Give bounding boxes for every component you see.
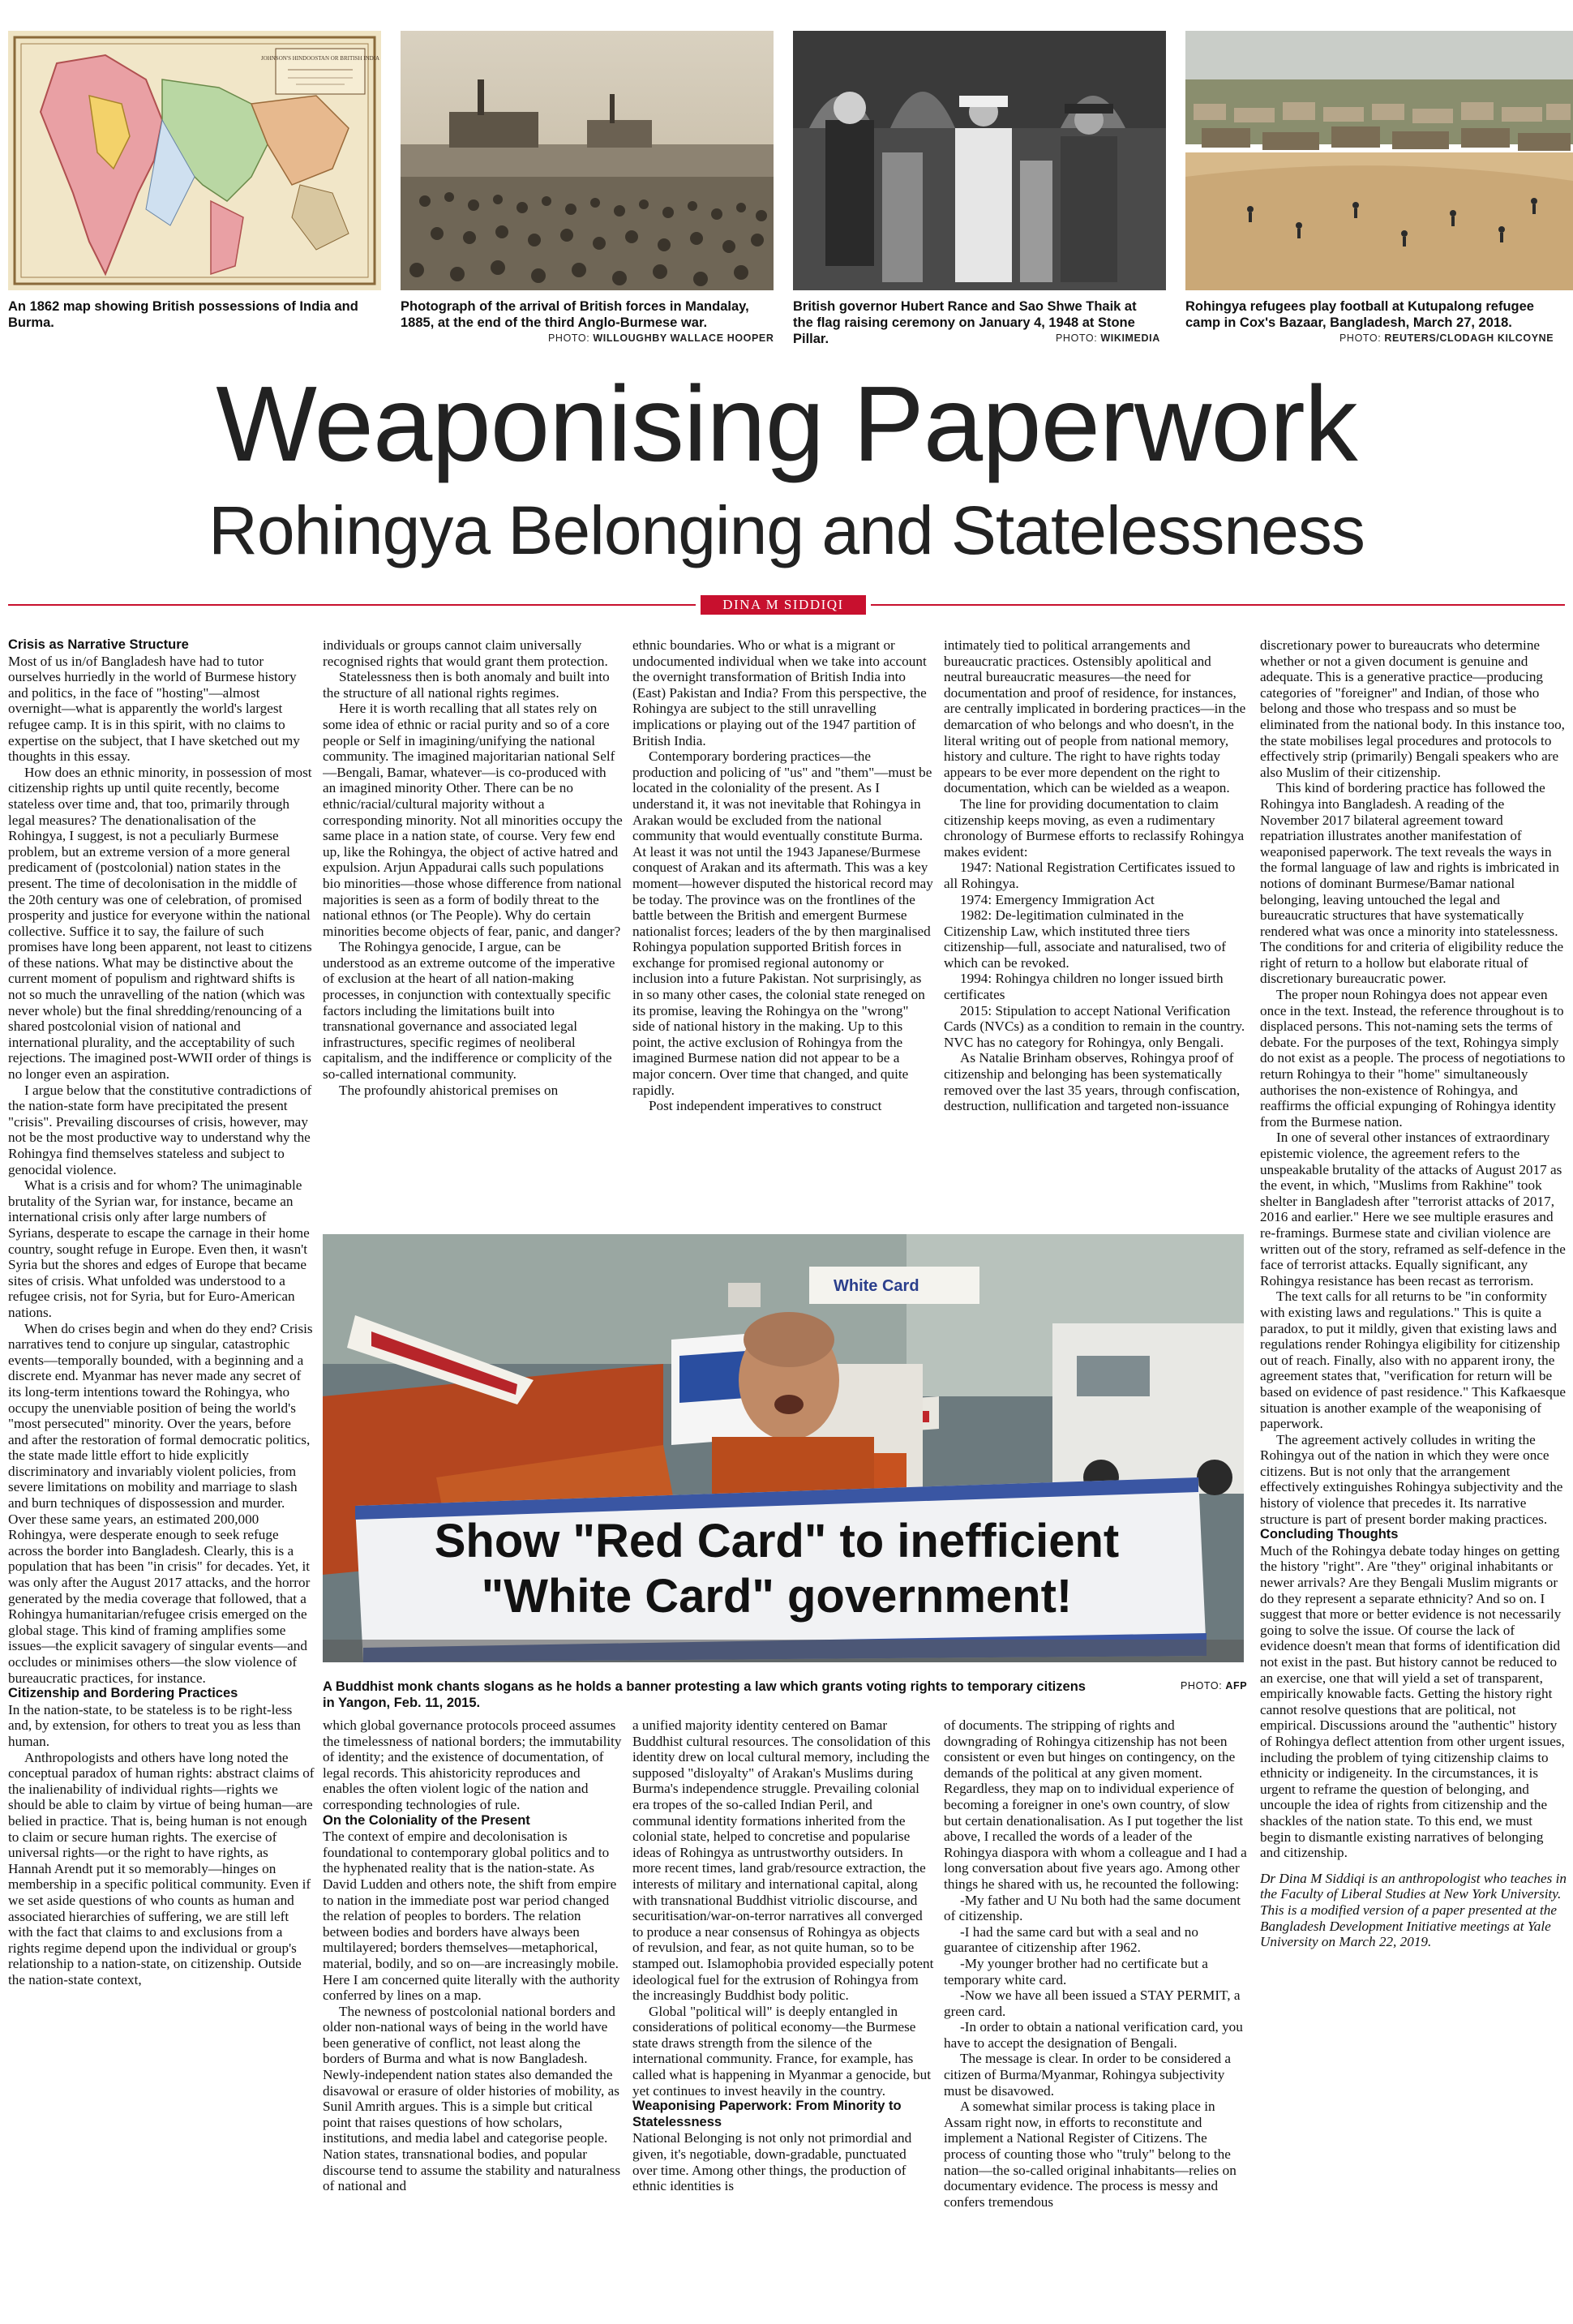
paragraph: The Rohingya genocide, I argue, can be understood as an extreme outcome of the imperative of exclusion at the heart of all nation-making processes, in conjunction with contextually specific factors including the limitations built into transnational governance and associated legal infrastructures, specific regimes of neoliberal capitalism, and the indifference or complicity of the so-called international community. [323, 939, 615, 1083]
banner-line-1: Show "Red Card" to inefficient [434, 1515, 1120, 1567]
paragraph: individuals or groups cannot claim universally recognised rights that would grant them protection. [323, 637, 608, 669]
paragraph: -My father and U Nu both had the same document of citizenship. [944, 1892, 1241, 1924]
paragraph: -I had the same card but with a seal and no guarantee of citizenship after 1962. [944, 1923, 1198, 1956]
paragraph: Anthropologists and others have long noted the conceptual paradox of human rights: abstract claims of the inalienability of individual rights—rights we should be able to claim by virtue of being human—are belied in practice. That is, being human is not enough to claim or secure human rights. The exercise of universal rights—or the right to have rights, as Hannah Arendt put it so memorably—hinges on membership in a specific political community. Even if we set aside questions of who counts as human and associated hierarchies of suffering, we are still left with the fact that claims to and exclusions from a rights regime depend upon the individual or group's relationship to a nation-state, on citizenship. Outside the nation-state context, [8, 1749, 315, 1987]
paragraph: Post independent imperatives to construct [649, 1098, 882, 1114]
author-bio: Dr Dina M Siddiqi is an anthropologist who teaches in the Faculty of Liberal Studies at New York University. This is a modified version of a paper presented at the Bangladesh Development Initiative meetings at Yale University on March 22, 2019. [1260, 1870, 1567, 1950]
paragraph: Statelessness then is both anomaly and built into the structure of all national rights regimes. [323, 669, 610, 701]
paragraph: ethnic boundaries. Who or what is a migrant or undocumented individual when we take into account the overnight transformation of British India into (East) Pakistan and India? From this perspective, the Rohingya are subject to the still unravelling implications or playing out of the 1947 partition of British India. [632, 637, 927, 748]
paragraph: 1994: Rohingya children no longer issued birth certificates [944, 971, 1224, 1003]
paragraph: Contemporary bordering practices—the production and policing of "us" and "them"—must be located in the coloniality of the present. As I understand it, it was not inevitable that Rohingya in Arakan would be excluded from the national community that would eventually constitute Burma. At least it was not until the 1943 Japanese/Burmese conquest of Arakan and its aftermath. This was a key moment—however disputed the historical record may be today. The province was on the frontlines of the battle between the British and emergent Burmese nationalist forces; leaders of the by then marginalised Rohingya population supported British forces in exchange for promised regional autonomy or inclusion into a future Pakistan. Not surprisingly, as in so many other cases, the colonial state reneged on its promise, leaving the Rohingya on the "wrong" side of national history in the making. Up to this point, the active exclusion of Rohingya from the imagined Burmese nation did not appear to be a major concern. Over time that changed, and quite rapidly. [632, 748, 933, 1098]
photo-caption-ceremony: British governor Hubert Rance and Sao Shwe Thaik at the flag raising ceremony on January 4, 1948 at Stone Pillar. [793, 299, 1137, 346]
column-1 [8, 637, 315, 2316]
paragraph: 1947: National Registration Certificates issued to all Rohingya. [944, 860, 1236, 891]
photo-monk-protest [323, 1234, 1244, 1662]
paragraph: which global governance protocols proceed assumes the timelessness of national borders; the immutability of identity; and the existence of documentation, of legal records. This ahistoricity reproduces and enables the often violent logic of the nation and corresponding technologies of rule. [323, 1717, 622, 1812]
paragraph: How does an ethnic minority, in possession of most citizenship rights up until quite recently, become stateless over time and, that too, primarily through legal measures? The denationalisation of the Rohingya, I suggest, is not a peculiarly Burmese problem, but an extreme version of a more general predicament of (postcolonial) nation states in the present. The time of decolonisation in the middle of the 20th century was one of celebration, of promised prosperity and justice for everyone within the national collective. Suffice it to say, the failure of such promises have long been apparent, not least to citizens of these nations. What may be distinctive about the current moment of populism and rightward shifts is not so much the unravelling of the nation (which was never whole) but the final shredding/renouncing of a shared postcolonial vision of national and international plurality, and the acceptability of such rejections. The imagined post-WWII order of things is no longer even an aspiration. [8, 764, 312, 1083]
paragraph: When do crises begin and when do they end? Crisis narratives tend to conjure up singular, catastrophic events—temporally bounded, with a beginning and a discrete end. Myanmar has never made any secret of its long-term intentions toward the Rohingya, who occupy the unenviable position of being the world's "most persecuted" minority. Over the years, before and after the restoration of formal democratic politics, the state made little effort to hide explicitly discriminatory and invariably violent policies, from severe limitations on mobility and marriage to slash and burn techniques of dispossession and murder. Over these same years, an estimated 200,000 Rohingya, were desperate enough to seek refuge across the border into Bangladesh. Clearly, this is a population that has been "in crisis" for decades. Yet, it was only after the August 2017 attacks, and the horror generated by the media coverage that followed, that a Rohingya humanitarian/refugee crisis emerged on the global stage. This kind of framing amplifies some issues—the explicit savagery of singular events—and occludes or minimises others—the slow violence of bureaucratic practices, for instance. [8, 1320, 313, 1686]
paragraph: 1974: Emergency Immigration Act [960, 891, 1155, 907]
paragraph: The message is clear. In order to be considered a citizen of Burma/Myanmar, Rohingya subjectivity must be disavowed. [944, 2051, 1232, 2099]
column-5 [1260, 637, 1567, 2316]
paragraph: The context of empire and decolonisation is foundational to contemporary global politics and to the hyphenated reality that is the nation-state. As David Ludden and others note, the shift from empire to nation in the immediate post war period changed the relation of peoples to borders. The relation between bodies and borders have always been multilayered; borders themselves—metaphorical, material, bodily, and so on—are increasingly mobile. Here I am concerned quite literally with the authority conferred by lines on a map. [323, 1829, 620, 2004]
paragraph: I argue below that the constitutive contradictions of the nation-state form have precipitated the present "crisis". Prevailing discourses of crisis, however, may not be the most productive way to understand why the Rohingya find themselves stateless and subject to genocidal violence. [8, 1082, 312, 1177]
section-heading: On the Coloniality of the Present [323, 1812, 530, 1828]
column-4-top [944, 637, 1249, 1224]
photo-kutupalong-camp [1185, 31, 1573, 290]
map-title-label: JOHNSON'S HINDOOSTAN OR BRITISH INDIA [260, 55, 380, 62]
photo-strip [0, 0, 1573, 373]
paragraph: Most of us in/of Bangladesh have had to tutor ourselves hurriedly in the world of Burmese history and politics, in the face of "hosting"—almost overnight—what is apparently the world's largest refugee camp. It is in this spirit, with no claims to expertise on the subject, that I have sketched out my thoughts in this essay. [8, 653, 300, 765]
banner-line-2: "White Card" government! [481, 1570, 1073, 1623]
paragraph: The line for providing documentation to claim citizenship keeps moving, as even a rudimentary chronology of Burmese efforts to reclassify Rohingya makes evident: [944, 795, 1245, 860]
paragraph: -My younger brother had no certificate but a temporary white card. [944, 1955, 1208, 1987]
white-card-sign-text: White Card [834, 1277, 919, 1295]
photo-caption-map: An 1862 map showing British possessions of India and Burma. [8, 299, 358, 330]
photo-caption-mandalay: Photograph of the arrival of British forces in Mandalay, 1885, at the end of the third Anglo-Burmese war. [401, 299, 749, 330]
paragraph: of documents. The stripping of rights and downgrading of Rohingya citizenship has not been consistent or even but hinges on contingency, on the demands of the political at any given moment. Regardless, they map on to individual experience of becoming a foreigner in one's own country, of slow but certain denationalisation. As I put together the list above, I recalled the words of a leader of the Rohingya diaspora with whom a colleague and I had a long conversation about five years ago. Among other things he shared with us, he recounted the following: [944, 1717, 1247, 1892]
paragraph: A somewhat similar process is taking place in Assam right now, in efforts to reconstitute and implement a National Register of Citizens. The process of counting those who "truly" belong to the nation—the so-called original inhabitants—relies on documentary evidence. The process is messy and confers tremendous [944, 2099, 1237, 2210]
column-3-top [632, 637, 934, 1224]
section-heading: Weaponising Paperwork: From Minority to Statelessness [632, 2099, 902, 2129]
paragraph: Global "political will" is deeply entangled in considerations of political economy—the Burmese state draws strength from the silence of the international community. France, for example, has called what is happening in Myanmar a genocide, but yet continues to invest heavily in the country. [632, 2003, 931, 2099]
photo-flag-ceremony-1948 [793, 31, 1166, 290]
byline-rule-right [871, 604, 1565, 606]
main-photo-credit: PHOTO: AFP [1181, 1680, 1248, 1692]
paragraph: Much of the Rohingya debate today hinges on getting the history "right". Are "they" original inhabitants or newer arrivals? Are they Bengali Muslim migrants or do they represent a separate ethnicity? And so on. I suggest that more or better evidence is not necessarily going to solve the issue. Of course the lack of evidence doesn't mean that forms of identification did not exist in the past. But history cannot be reduced to an exercise, one that will yield a set of transparent, empirically knowable facts. Getting the history right cannot resolve questions that are political, not empirical. Discussions around the "authentic" history of Rohingya deflect attention from other urgent issues, including the problem of tying citizenship claims to ethnicity or indigeneity. In the circumstances, it is urgent to reframe the question of belonging, and uncouple the idea of rights from citizenship and the shackles of the nation state. To this end, we must begin to dismantle existing narratives of belonging and citizenship. [1260, 1542, 1565, 1861]
page-title: Weaponising Paperwork [216, 364, 1357, 483]
photo-map-1862 [8, 31, 381, 290]
photo-credit-mandalay: PHOTO: WILLOUGHBY WALLACE HOOPER [548, 332, 774, 344]
paragraph: The text calls for all returns to be "in conformity with existing laws and regulations." This is quite a paradox, to put it mildly, given that existing laws and regulations render Rohingya eligibility for citizenship out of reach. Finally, also with no apparent irony, the agreement states that, "verification for return will be based on evidence of past residence." This Kafkaesque situation is another example of the weaponising of paperwork. [1260, 1288, 1567, 1432]
section-heading: Concluding Thoughts [1260, 1527, 1399, 1542]
paragraph: The proper noun Rohingya does not appear even once in the text. Instead, the reference throughout is to displaced persons. This not-naming sets the terms of debate. For the purposes of the text, Rohingya simply do not exist as a people. The process of negotiations to return Rohingya to their "home" simultaneously authorises the non-existence of Rohingya, and reaffirms the official expunging of Rohingya identity from the Burmese nation. [1260, 987, 1566, 1130]
section-heading: Crisis as Narrative Structure [8, 637, 189, 652]
column-3-bottom [632, 1717, 934, 2318]
paragraph: In one of several other instances of extraordinary epistemic violence, the agreement refers to the unspeakable brutality of the attacks of August 2017 as the event, in which, "Muslims from Rakhine" took shelter in Bangladesh after "terrorist attacks of 2017, 2016 and earlier." Here we see multiple erasures and re-framings. Burmese state and civilian violence are written out of the story, reframed as self-defence in the face of terrorist attacks. Equally significant, any Rohingya resistance has been recast as terrorism. [1260, 1130, 1566, 1288]
paragraph: Here it is worth recalling that all states rely on some idea of ethnic or racial purity and so of a core people or Self in imagining/unifying the national community. The imagined majoritarian national Self—Bengali, Bamar, whatever—is co-produced with an imagined minority Other. There can be no ethnic/racial/cultural majority without a corresponding minority. Not all minorities occupy the same place in a nation state, of course. Very few end up, like the Rohingya, the object of active hatred and expulsion. Arjun Appadurai calls such populations bio minorities—those whose difference from national majorities is seen as a form of bodily threat to the national ethnos (or The People). Why do certain minorities become objects of fear, panic, and danger? [323, 701, 623, 939]
column-2-top [323, 637, 623, 1224]
photo-credit-ceremony: PHOTO: WIKIMEDIA [1056, 332, 1160, 344]
main-photo-caption: A Buddhist monk chants slogans as he holds a banner protesting a law which grants voting rights to temporary citizens in Yangon, Feb. 11, 2015. [323, 1679, 1086, 1710]
photo-credit-camp: PHOTO: REUTERS/CLODAGH KILCOYNE [1339, 332, 1554, 344]
byline-rule-left [8, 604, 696, 606]
photo-caption-camp: Rohingya refugees play football at Kutupalong refugee camp in Cox's Bazaar, Bangladesh, March 27, 2018. [1185, 299, 1534, 330]
paragraph: discretionary power to bureaucrats who determine whether or not a given document is genuine and adequate. This is a generative practice—producing categories of "foreigner" and Indian, of those who belong and those who trespass and so must be eliminated from the national body. In this instance too, the state mobilises legal procedures and protocols to effectively strip (primarily) Bengali speakers who are also Muslim of their citizenship. [1260, 637, 1565, 780]
column-2-bottom [323, 1717, 623, 2318]
paragraph: In the nation-state, to be stateless is to be right-less and, by extension, for others to treat you as less than human. [8, 1701, 301, 1749]
column-4-bottom [944, 1717, 1249, 2318]
paragraph: As Natalie Brinham observes, Rohingya proof of citizenship and belonging has been systematically removed over the last 35 years, through confiscation, destruction, nullification and targeted non-issuance [944, 1050, 1241, 1114]
paragraph: The agreement actively colludes in writing the Rohingya out of the nation in which they were once citizens. But is not only that the arrangement effectively extinguishes Rohingya subjectivity and the history of violence that precedes it. Its narrative structure is part of present border making practices. [1260, 1431, 1563, 1527]
paragraph: 2015: Stipulation to accept National Verification Cards (NVCs) as a condition to remain in the country. NVC has no category for Rohingya, only Bengali. [944, 1002, 1245, 1050]
section-heading: Citizenship and Bordering Practices [8, 1686, 238, 1701]
paragraph: The profoundly ahistorical premises on [339, 1082, 559, 1098]
paragraph: 1982: De-legitimation culminated in the Citizenship Law, which instituted three tiers citizenship—full, associate and naturalised, two of which can be revoked. [944, 907, 1226, 971]
paragraph: -In order to obtain a national verification card, you have to accept the designation of Bengali. [944, 2019, 1243, 2051]
paragraph: The newness of postcolonial national borders and older non-national ways of being in the world have been generative of conflict, not least along the borders of Burma and what is now Bangladesh. Newly-independent nation states also demanded the disavowal or erasure of older histories of mobility, as Sunil Amrith argues. This is a simple but critical point that raises questions of how scholars, institutions, and media label and categorise people. Nation states, transnational bodies, and popular discourse tend to assume the stability and naturalness of national and [323, 2003, 621, 2194]
paragraph: What is a crisis and for whom? The unimaginable brutality of the Syrian war, for instance, became an international crisis only after large numbers of Syrians, desperate to escape the carnage in their home country, sought refuge in Europe. Even then, it wasn't Syria but the shores and edges of Europe that became sites of crisis. What unfolded was understood to a refugee crisis, not for Syria, but for Euro-American nations. [8, 1177, 310, 1320]
byline: DINA M SIDDIQI [701, 595, 866, 615]
paragraph: -Now we have all been issued a STAY PERMIT, a green card. [944, 1987, 1241, 2019]
paragraph: National Belonging is not only not primordial and given, it's negotiable, down-gradable, punctuated over time. Among other things, the production of ethnic identities is [632, 2130, 912, 2194]
paragraph: a unified majority identity centered on Bamar Buddhist cultural resources. The consolidation of this identity drew on local cultural memory, including the supposed "disloyalty" of Arakan's Muslims during Burma's independence struggle. Prevailing colonial era tropes of the so-called Indian Peril, and communal identity formations inherited from the colonial state, helped to concretise and popularise ideas of Rohingya as untrustworthy outsiders. In more recent times, land grab/resource extraction, the interests of military and international capital, along with transnational Buddhist vitriolic discourse, and securitisation/war-on-terror narratives all converged to produce a near consensus of Rohingya as objects of revulsion, and fear, as not quite human, so to be stamped out. Islamophobia provided especially potent ideological fuel for the extrusion of Rohingya from the increasingly Buddhist body politic. [632, 1717, 934, 2004]
page-subtitle: Rohingya Belonging and Statelessness [208, 492, 1365, 568]
paragraph: This kind of bordering practice has followed the Rohingya into Bangladesh. A reading of the November 2017 bilateral agreement toward repatriation illustrates another manifestation of weaponised paperwork. The text reveals the ways in the formal language of law and rights is imbricated in notions of dominant Burmese/Bamar national belonging, leaving untouched the legal and bureaucratic structures that have systematically rendered what was once a minority into statelessness. The conditions for and criteria of eligibility reduce the right of return to a hollow but elaborate ritual of discretionary bureaucratic power. [1260, 780, 1564, 987]
paragraph: intimately tied to political arrangements and bureaucratic practices. Ostensibly apolitical and neutral bureaucratic measures—the need for documentation and proof of residence, for instances, are centrally implicated in bordering practices—in the demarcation of who belongs and who doesn't, in the literal writing out of people from national memory, history and culture. The right to have rights today appears to be ever more dependent on the right to documentation, which can be wielded as a weapon. [944, 637, 1246, 796]
photo-mandalay-1885 [401, 31, 774, 290]
